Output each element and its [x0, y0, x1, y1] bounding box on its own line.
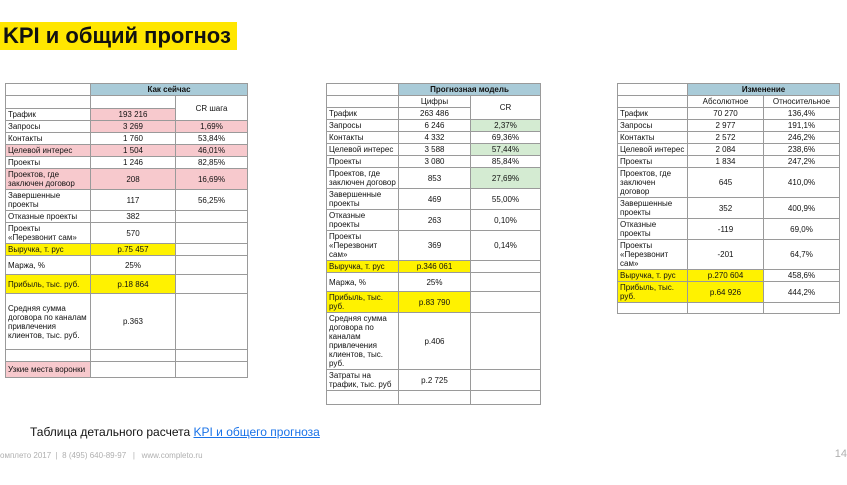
row-label: Контакты	[618, 132, 688, 144]
cell-relative: 191,1%	[764, 120, 840, 132]
cell-value: 208	[91, 169, 176, 190]
column-header-figures: Цифры	[399, 96, 471, 108]
row-label: Проекты «Перезвонит сам»	[6, 223, 91, 244]
row-label: Трафик	[6, 109, 91, 121]
cell-value: 193 216	[91, 109, 176, 121]
cell-value: 3 588	[399, 144, 471, 156]
row-label: Трафик	[618, 108, 688, 120]
forecast-model-table	[326, 83, 541, 405]
column-header-cr: CR	[471, 96, 541, 120]
row-label: Контакты	[327, 132, 399, 144]
cell-value: 853	[399, 168, 471, 189]
cell-value: 1 760	[91, 133, 176, 145]
row-label: Запросы	[618, 120, 688, 132]
cell-value: р.346 061	[399, 261, 471, 273]
cell-value: р.18 864	[91, 275, 176, 294]
row-label: Выручка, т. рус	[327, 261, 399, 273]
cell-cr: 53,84%	[176, 133, 248, 145]
cell-value: р.406	[399, 313, 471, 370]
row-label: Прибыль, тыс. руб.	[6, 275, 91, 294]
cell-absolute: 352	[688, 198, 764, 219]
cell-relative: 136,4%	[764, 108, 840, 120]
cell-value: 25%	[399, 273, 471, 292]
row-label: Выручка, т. рус	[618, 270, 688, 282]
row-label: Отказные проекты	[6, 211, 91, 223]
cell-value: 1 504	[91, 145, 176, 157]
row-label: Проектов, где заключен договор	[618, 168, 688, 198]
row-label: Целевой интерес	[6, 145, 91, 157]
cell-value: 469	[399, 189, 471, 210]
cell-value: 382	[91, 211, 176, 223]
cell-absolute: 1 834	[688, 156, 764, 168]
row-label: Завершенные проекты	[6, 190, 91, 211]
cell-absolute: 645	[688, 168, 764, 198]
caption	[30, 425, 320, 439]
table-header: Изменение	[688, 84, 840, 96]
row-label: Маржа, %	[327, 273, 399, 292]
row-label: Прибыль, тыс. руб.	[327, 292, 399, 313]
cell-absolute: 2 084	[688, 144, 764, 156]
cell-value: 25%	[91, 256, 176, 275]
cell-value: 369	[399, 231, 471, 261]
cell-relative: 400,9%	[764, 198, 840, 219]
cell-absolute: -201	[688, 240, 764, 270]
cell-value: 3 269	[91, 121, 176, 133]
cell-relative: 238,6%	[764, 144, 840, 156]
cell-cr: 82,85%	[176, 157, 248, 169]
cell-absolute: 2 572	[688, 132, 764, 144]
cell-value: р.363	[91, 294, 176, 350]
row-label: Контакты	[6, 133, 91, 145]
footer-text: омплето 2017 | 8 (495) 640-89-97 | www.completo.ru	[0, 451, 203, 460]
cell-cr: 46,01%	[176, 145, 248, 157]
row-label: Выручка, т. рус	[6, 244, 91, 256]
row-label: Проекты	[6, 157, 91, 169]
row-label: Проекты «Перезвонит сам»	[618, 240, 688, 270]
cell-cr: 0,10%	[471, 210, 541, 231]
cell-value: 263	[399, 210, 471, 231]
cell-cr: 0,14%	[471, 231, 541, 261]
page-title: KPI и общий прогноз	[0, 22, 237, 50]
cell-cr: 85,84%	[471, 156, 541, 168]
row-label: Проекты	[618, 156, 688, 168]
cell-value: 3 080	[399, 156, 471, 168]
column-header-absolute: Абсолютное	[688, 96, 764, 108]
row-label: Отказные проекты	[618, 219, 688, 240]
cell-absolute: р.64 926	[688, 282, 764, 303]
cell-relative: 247,2%	[764, 156, 840, 168]
cell-value: 4 332	[399, 132, 471, 144]
cell-cr: 16,69%	[176, 169, 248, 190]
cell-value: р.2 725	[399, 370, 471, 391]
row-label: Проекты	[327, 156, 399, 168]
cell-relative: 458,6%	[764, 270, 840, 282]
row-label: Отказные проекты	[327, 210, 399, 231]
row-label: Средняя сумма договора по каналам привлечения клиентов, тыс. руб.	[327, 313, 399, 370]
row-label: Завершенные проекты	[618, 198, 688, 219]
table-header: Прогнозная модель	[399, 84, 541, 96]
table-header: Как сейчас	[91, 84, 248, 96]
cell-value: 263 486	[399, 108, 471, 120]
row-label: Маржа, %	[6, 256, 91, 275]
cell-cr: 2,37%	[471, 120, 541, 132]
cell-relative: 410,0%	[764, 168, 840, 198]
current-state-table	[5, 83, 248, 378]
row-label: Проекты «Перезвонит сам»	[327, 231, 399, 261]
cell-absolute: р.270 604	[688, 270, 764, 282]
cell-cr: 56,25%	[176, 190, 248, 211]
cell-value: 1 246	[91, 157, 176, 169]
cell-absolute: 2 977	[688, 120, 764, 132]
cell-cr: 55,00%	[471, 189, 541, 210]
cell-value: 570	[91, 223, 176, 244]
cell-relative: 69,0%	[764, 219, 840, 240]
cell-absolute: 70 270	[688, 108, 764, 120]
cell-relative: 246,2%	[764, 132, 840, 144]
row-label: Целевой интерес	[327, 144, 399, 156]
row-label: Проектов, где заключен договор	[6, 169, 91, 190]
row-label: Запросы	[6, 121, 91, 133]
cell-value: р.75 457	[91, 244, 176, 256]
column-header-relative: Относительное	[764, 96, 840, 108]
caption-text: Таблица детального расчета	[30, 425, 194, 439]
row-label: Целевой интерес	[618, 144, 688, 156]
cell-cr: 1,69%	[176, 121, 248, 133]
cell-relative: 444,2%	[764, 282, 840, 303]
row-label: Проектов, где заключен договор	[327, 168, 399, 189]
row-label: Затраты на трафик, тыс. руб	[327, 370, 399, 391]
cell-cr: 57,44%	[471, 144, 541, 156]
cell-relative: 64,7%	[764, 240, 840, 270]
cell-cr: 27,69%	[471, 168, 541, 189]
column-header-cr: CR шага	[176, 96, 248, 121]
change-table	[617, 83, 840, 314]
cell-value: 117	[91, 190, 176, 211]
row-label: Трафик	[327, 108, 399, 120]
row-label: Прибыль, тыс. руб.	[618, 282, 688, 303]
row-label: Средняя сумма договора по каналам привлечения клиентов, тыс. руб.	[6, 294, 91, 350]
cell-cr: 69,36%	[471, 132, 541, 144]
cell-value: р.83 790	[399, 292, 471, 313]
row-label: Завершенные проекты	[327, 189, 399, 210]
caption-link[interactable]: KPI и общего прогноза	[193, 425, 320, 439]
row-label: Узкие места воронки	[6, 362, 91, 378]
cell-value: 6 246	[399, 120, 471, 132]
page-number: 14	[834, 448, 847, 460]
cell-absolute: -119	[688, 219, 764, 240]
row-label: Запросы	[327, 120, 399, 132]
